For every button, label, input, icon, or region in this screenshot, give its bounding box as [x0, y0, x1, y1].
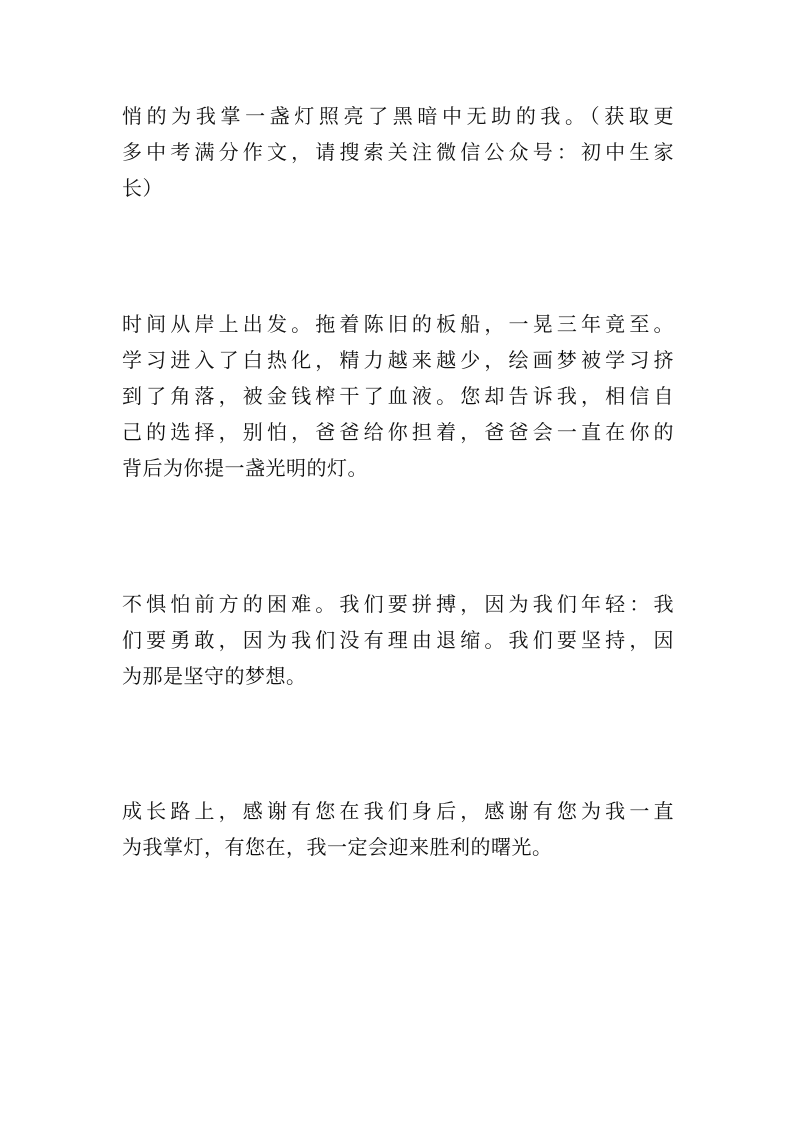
paragraph-line: 为那是坚守的梦想。 — [122, 664, 307, 688]
paragraph-line: 多中考满分作文，请搜索关注微信公众号：初中生家 — [122, 140, 674, 164]
paragraph-line: 背后为你提一盏光明的灯。 — [122, 456, 368, 480]
paragraph-4 — [122, 793, 674, 865]
paragraph-1 — [122, 98, 674, 206]
paragraph-line: 们要勇敢，因为我们没有理由退缩。我们要坚持，因 — [122, 628, 674, 652]
paragraph-line: 长） — [122, 176, 163, 200]
paragraph-line: 悄的为我掌一盏灯照亮了黑暗中无助的我。（获取更 — [122, 104, 674, 128]
paragraph-line: 己的选择，别怕，爸爸给你担着，爸爸会一直在你的 — [122, 420, 674, 444]
paragraph-line: 为我掌灯，有您在，我一定会迎来胜利的曙光。 — [122, 835, 553, 859]
paragraph-line: 不惧怕前方的困难。我们要拼搏，因为我们年轻：我 — [122, 592, 674, 616]
paragraph-line: 到了角落，被金钱榨干了血液。您却告诉我，相信自 — [122, 384, 674, 408]
paragraph-3 — [122, 586, 674, 694]
paragraph-line: 时间从岸上出发。拖着陈旧的板船，一晃三年竟至。 — [122, 312, 674, 336]
paragraph-line: 学习进入了白热化，精力越来越少，绘画梦被学习挤 — [122, 348, 674, 372]
paragraph-line: 成长路上，感谢有您在我们身后，感谢有您为我一直 — [122, 799, 674, 823]
paragraph-2 — [122, 306, 674, 486]
